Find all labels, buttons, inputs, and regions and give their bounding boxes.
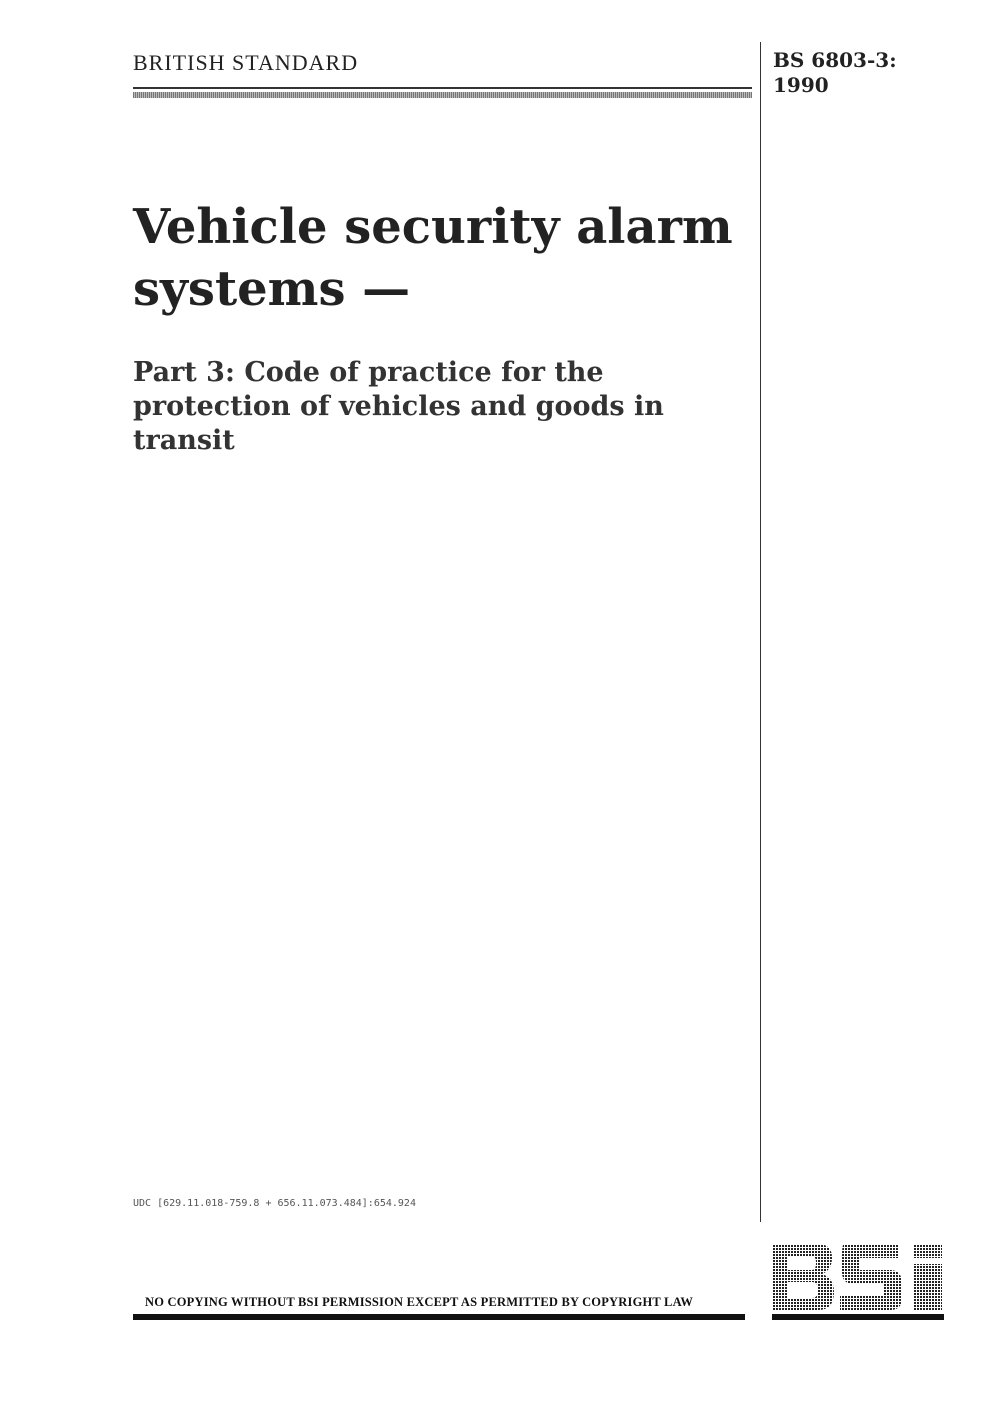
column-divider (760, 42, 761, 1222)
standard-number (773, 48, 897, 98)
document-subtitle (133, 356, 743, 458)
copyright-notice: NO COPYING WITHOUT BSI PERMISSION EXCEPT AS PERMITTED BY COPYRIGHT LAW (145, 1295, 694, 1309)
udc-classification: UDC [629.11.018-759.8 + 656.11.073.484]:654.924 (133, 1198, 416, 1209)
footer-rule (133, 1314, 745, 1320)
header-hatched-rule (133, 92, 752, 98)
header-rule (133, 87, 752, 89)
subtitle-line-3: transit (133, 425, 235, 456)
subtitle-line-2: protection of vehicles and goods in (133, 391, 664, 422)
subtitle-line-1: Part 3: Code of practice for the (133, 357, 604, 388)
document-type-label: BRITISH STANDARD (133, 50, 359, 75)
standard-number-year: 1990 (773, 73, 829, 97)
document-title (133, 196, 753, 320)
bsi-logo (770, 1242, 946, 1322)
title-line-1: Vehicle security alarm (133, 199, 733, 255)
title-line-2: systems — (133, 261, 411, 317)
standard-number-code: BS 6803-3: (773, 48, 897, 72)
